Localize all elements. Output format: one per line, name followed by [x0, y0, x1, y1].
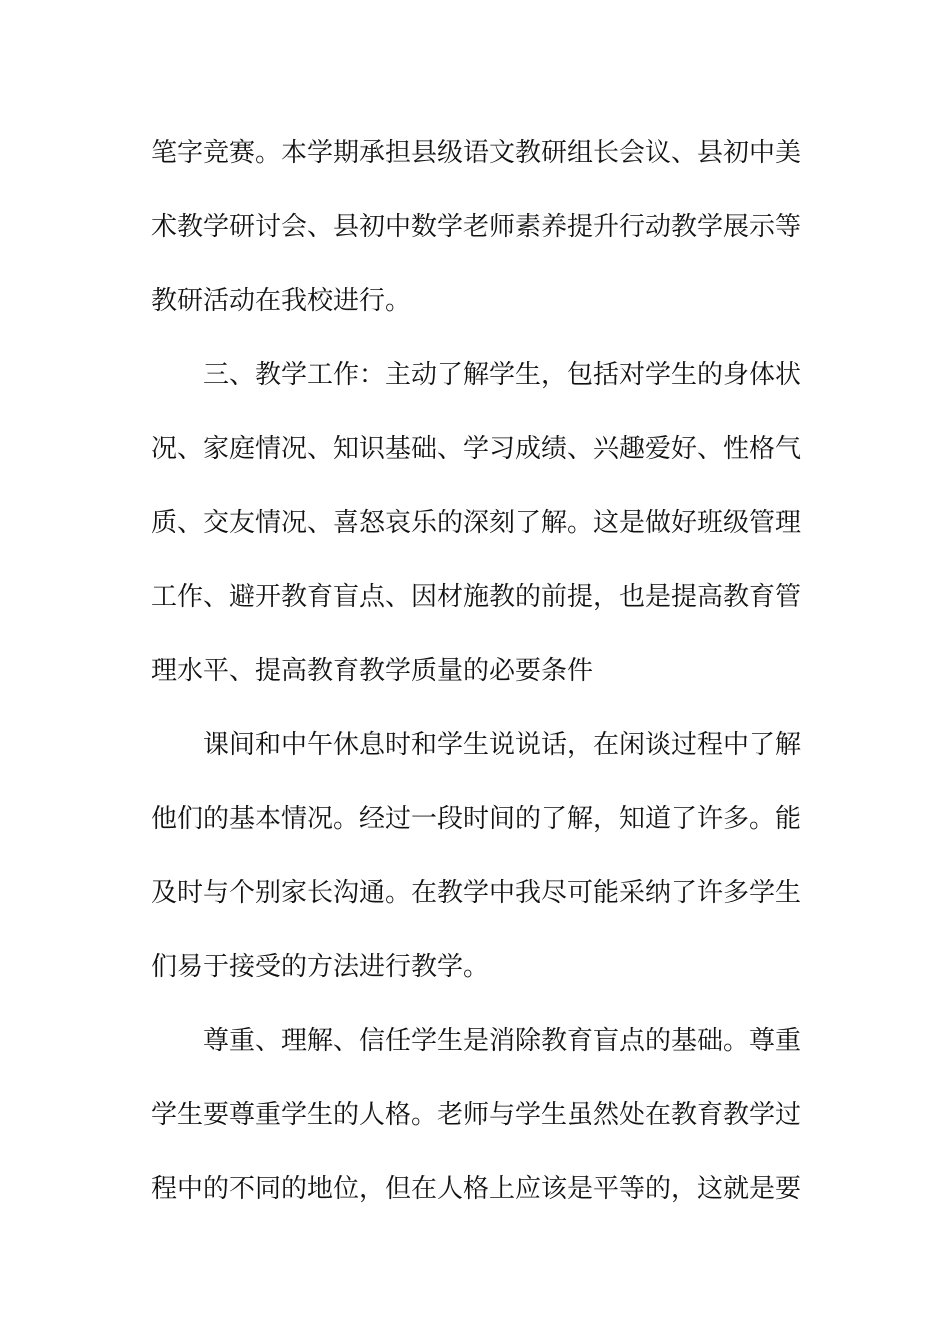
text-line: 质、交友情况、喜怒哀乐的深刻了解。这是做好班级管理: [151, 508, 802, 538]
text-line: 术教学研讨会、县初中数学老师素养提升行动教学展示等: [151, 212, 802, 242]
text-line: 理水平、提高教育教学质量的必要条件: [151, 656, 594, 686]
text-line: 笔字竞赛。本学期承担县级语文教研组长会议、县初中美: [151, 138, 802, 168]
text-line: 程中的不同的地位，但在人格上应该是平等的，这就是要: [151, 1174, 802, 1204]
section-heading-line: 三、教学工作：主动了解学生，包括对学生的身体状: [203, 360, 802, 390]
text-line: 教研活动在我校进行。: [151, 286, 412, 316]
text-line: 他们的基本情况。经过一段时间的了解，知道了许多。能: [151, 804, 802, 834]
text-line: 及时与个别家长沟通。在教学中我尽可能采纳了许多学生: [151, 878, 802, 908]
paragraph-first-line: 尊重、理解、信任学生是消除教育盲点的基础。尊重: [203, 1026, 802, 1056]
text-line: 况、家庭情况、知识基础、学习成绩、兴趣爱好、性格气: [151, 434, 802, 464]
paragraph-first-line: 课间和中午休息时和学生说说话，在闲谈过程中了解: [203, 730, 802, 760]
text-line: 们易于接受的方法进行教学。: [151, 952, 490, 982]
text-line: 学生要尊重学生的人格。老师与学生虽然处在教育教学过: [151, 1100, 802, 1130]
text-line: 工作、避开教育盲点、因材施教的前提，也是提高教育管: [151, 582, 802, 612]
